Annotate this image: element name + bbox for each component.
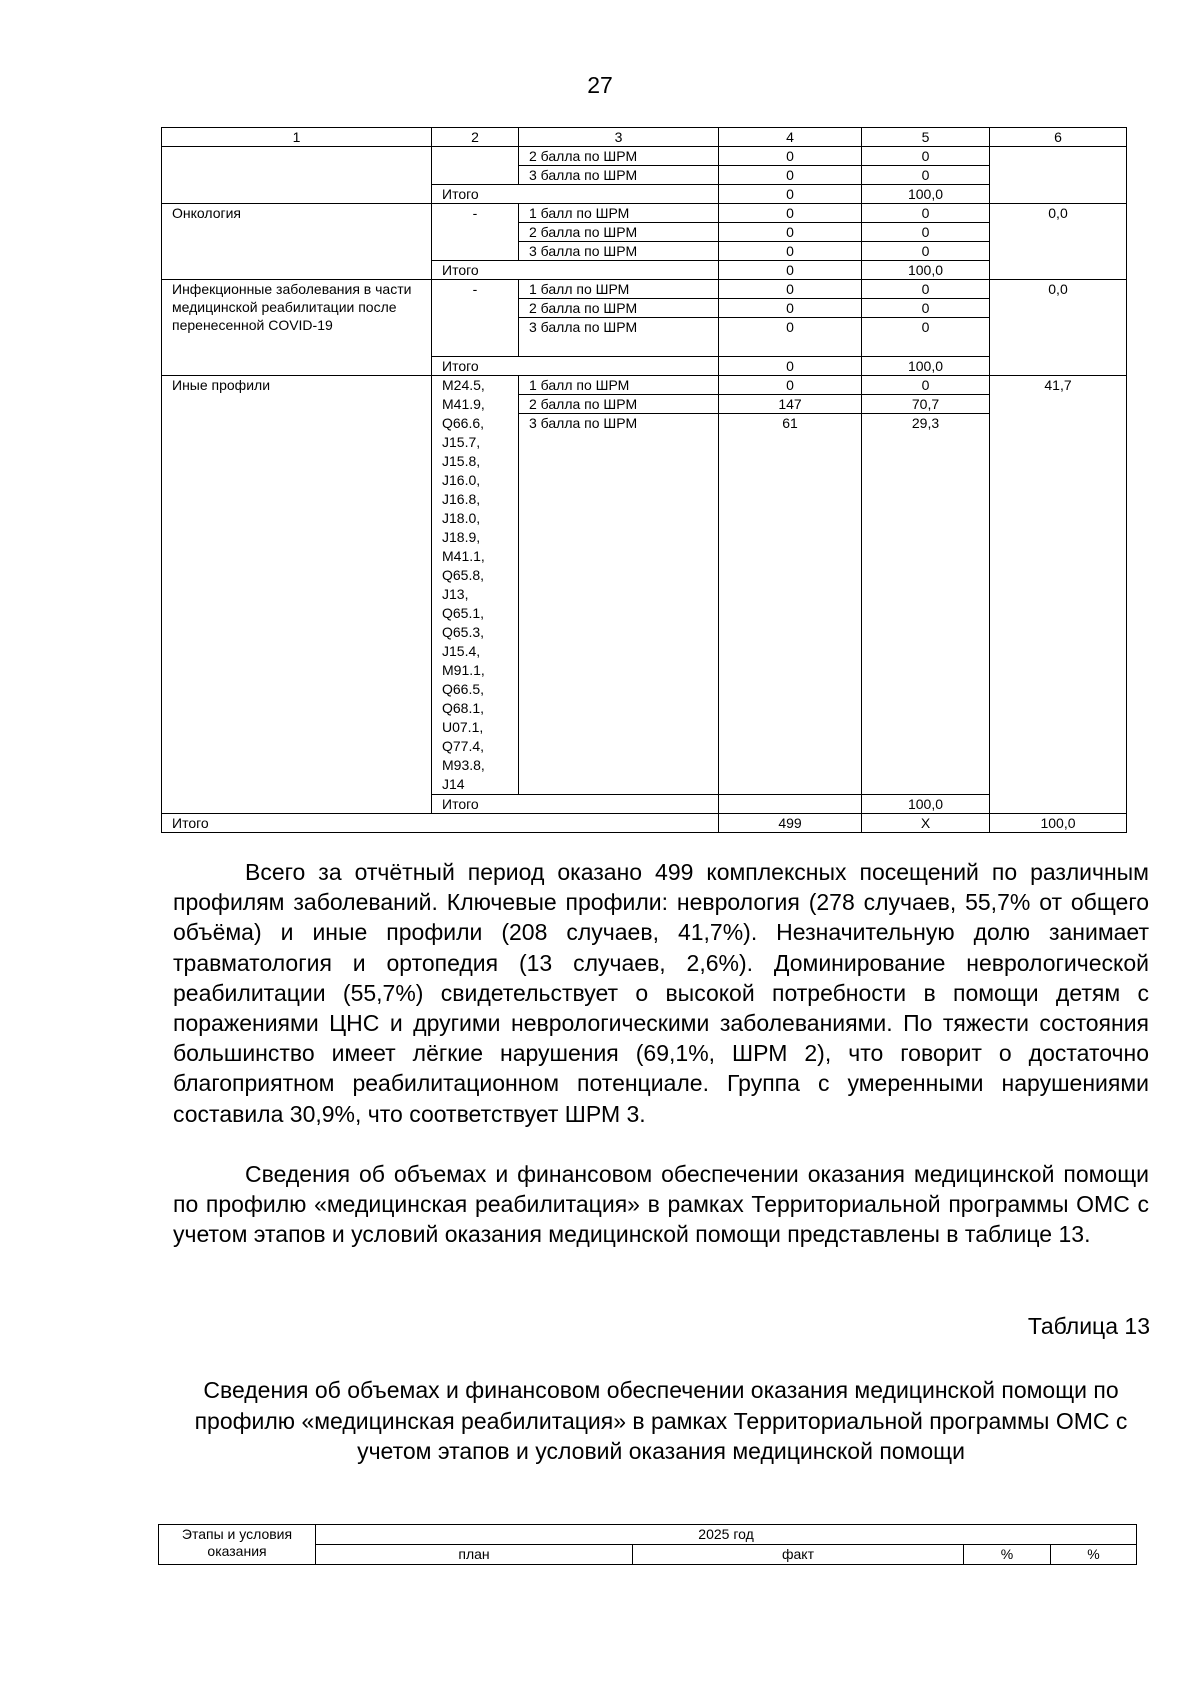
count-cell: 0: [719, 223, 862, 242]
count-cell: 0: [719, 357, 862, 376]
count-cell: 0: [719, 261, 862, 280]
fact-header: факт: [633, 1545, 964, 1565]
severity-cell: 3 балла по ШРМ: [519, 166, 719, 185]
percent-cell: 0: [862, 166, 990, 185]
diagnosis-code: J15.8,: [442, 453, 481, 469]
diagnosis-code: U07.1,: [442, 719, 484, 735]
diagnosis-code: M24.5,: [442, 377, 485, 393]
diagnosis-code: J14: [442, 776, 465, 792]
grand-total-share: 100,0: [990, 814, 1127, 833]
share-cell: 0,0: [990, 204, 1127, 280]
count-cell: 0: [719, 318, 862, 357]
severity-cell: 1 балл по ШРМ: [519, 280, 719, 299]
percent-cell: 0: [862, 376, 990, 395]
page-number: 27: [587, 72, 613, 98]
table-row: [162, 280, 1127, 299]
percent-header: %: [1051, 1545, 1137, 1565]
diagnosis-code: J15.7,: [442, 434, 481, 450]
profile-name-cell: Инфекционные заболевания в части медицинской реабилитации после перенесенной COVID-19: [162, 280, 432, 376]
severity-cell: 2 балла по ШРМ: [519, 395, 719, 414]
percent-cell: 0: [862, 280, 990, 299]
stages-header: Этапы и условия оказания: [159, 1525, 316, 1565]
diagnosis-code: Q66.6,: [442, 415, 485, 431]
profile-name-cell: [162, 147, 432, 204]
severity-cell: 1 балл по ШРМ: [519, 204, 719, 223]
header-cell: 2: [432, 128, 519, 147]
itogo-label: Итого: [432, 357, 719, 376]
severity-cell: 2 балла по ШРМ: [519, 299, 719, 318]
percent-cell: 0: [862, 204, 990, 223]
percent-header: %: [964, 1545, 1051, 1565]
diagnosis-code: J13,: [442, 586, 469, 602]
severity-cell: 3 балла по ШРМ: [519, 414, 719, 795]
volumes-table: [158, 1524, 1137, 1565]
diagnosis-code: M91.1,: [442, 662, 485, 678]
year-header: 2025 год: [316, 1525, 1137, 1545]
share-cell: 41,7: [990, 376, 1127, 814]
count-cell: 0: [719, 185, 862, 204]
itogo-label: Итого: [432, 185, 719, 204]
header-cell: 1: [162, 128, 432, 147]
share-cell: 0,0: [990, 280, 1127, 376]
percent-cell: 0: [862, 147, 990, 166]
itogo-label: Итого: [432, 261, 719, 280]
percent-cell: 100,0: [862, 185, 990, 204]
grand-total-percent: X: [862, 814, 990, 833]
count-cell: 0: [719, 280, 862, 299]
count-cell: 147: [719, 395, 862, 414]
code-list-cell: [432, 376, 519, 795]
table-row: [162, 204, 1127, 223]
diagnosis-code: J15.4,: [442, 643, 481, 659]
diagnosis-code: J18.0,: [442, 510, 481, 526]
percent-cell: 29,3: [862, 414, 990, 795]
count-cell: 0: [719, 147, 862, 166]
count-cell: 0: [719, 204, 862, 223]
severity-cell: 2 балла по ШРМ: [519, 147, 719, 166]
reference-paragraph: [173, 1159, 1149, 1250]
percent-cell: 0: [862, 223, 990, 242]
percent-cell: 0: [862, 299, 990, 318]
header-cell: 3: [519, 128, 719, 147]
header-cell: 6: [990, 128, 1127, 147]
severity-cell: 1 балл по ШРМ: [519, 376, 719, 395]
itogo-label: Итого: [432, 795, 719, 814]
diagnosis-code: Q65.3,: [442, 624, 485, 640]
diagnosis-code: J16.8,: [442, 491, 481, 507]
grand-total-row: [162, 814, 1127, 833]
diagnosis-code: M41.9,: [442, 396, 485, 412]
summary-paragraph: [173, 857, 1149, 1129]
diagnosis-code: J16.0,: [442, 472, 481, 488]
plan-header: план: [316, 1545, 633, 1565]
profile-table: [161, 127, 1127, 833]
share-cell: [990, 147, 1127, 204]
summary-text: Всего за отчётный период оказано 499 комплексных посещений по различным профилям заболеваний. Ключевые профили: неврология (278 случаев, 55,7% от общего объёма) и иные профили (208 случаев, 41,7%). Незначительную долю занимает травматология и ортопедия (13 случаев, 2,6%). Доминирование неврологической реабилитации (55,7%) свидетельствует о высокой потребности в помощи детям с поражениями ЦНС и другими неврологическими заболеваниями. По тяжести состояния большинство имеет лёгкие нарушения (69,1%, ШРМ 2), что говорит о достаточно благоприятном реабилитационном потенциале. Группа с умеренными нарушениями составила 30,9%, что соответствует ШРМ 3.: [173, 859, 1149, 1127]
diagnosis-code: Q65.1,: [442, 605, 485, 621]
diagnosis-code: Q77.4,: [442, 738, 485, 754]
grand-total-count: 499: [719, 814, 862, 833]
code-cell: [432, 147, 519, 185]
diagnosis-code: M41.1,: [442, 548, 485, 564]
diagnosis-code: Q66.5,: [442, 681, 485, 697]
percent-cell: 100,0: [862, 795, 990, 814]
severity-cell: 3 балла по ШРМ: [519, 242, 719, 261]
count-cell: 0: [719, 166, 862, 185]
table-header-row: [159, 1525, 1137, 1545]
count-cell: 0: [719, 242, 862, 261]
count-cell: [719, 795, 862, 814]
diagnosis-code: J18.9,: [442, 529, 481, 545]
table-header-row: [162, 128, 1127, 147]
table-row: [162, 376, 1127, 395]
severity-cell: 2 балла по ШРМ: [519, 223, 719, 242]
table-caption: Таблица 13: [1027, 1313, 1150, 1339]
profile-name-cell: Онкология: [162, 204, 432, 280]
percent-cell: 0: [862, 318, 990, 357]
profile-name-cell: Иные профили: [162, 376, 432, 814]
severity-cell: 3 балла по ШРМ: [519, 318, 719, 357]
percent-cell: 0: [862, 242, 990, 261]
reference-text: Сведения об объемах и финансовом обеспечении оказания медицинской помощи по профилю «медицинская реабилитация» в рамках Территориальной программы ОМС с учетом этапов и условий оказания медицинской помощи представлены в таблице 13.: [173, 1161, 1149, 1248]
percent-cell: 70,7: [862, 395, 990, 414]
count-cell: 61: [719, 414, 862, 795]
diagnosis-code: M93.8,: [442, 757, 485, 773]
count-cell: 0: [719, 299, 862, 318]
diagnosis-code: Q65.8,: [442, 567, 485, 583]
header-cell: 4: [719, 128, 862, 147]
table-row: [162, 147, 1127, 166]
code-cell: -: [432, 280, 519, 357]
percent-cell: 100,0: [862, 357, 990, 376]
grand-total-label: Итого: [162, 814, 719, 833]
count-cell: 0: [719, 376, 862, 395]
table-title: Сведения об объемах и финансовом обеспечении оказания медицинской помощи по профилю «медицинская реабилитация» в рамках Территориальной программы ОМС с учетом этапов и условий оказания медицинской помощи: [194, 1377, 1128, 1464]
header-cell: 5: [862, 128, 990, 147]
code-cell: -: [432, 204, 519, 261]
percent-cell: 100,0: [862, 261, 990, 280]
diagnosis-code: Q68.1,: [442, 700, 485, 716]
